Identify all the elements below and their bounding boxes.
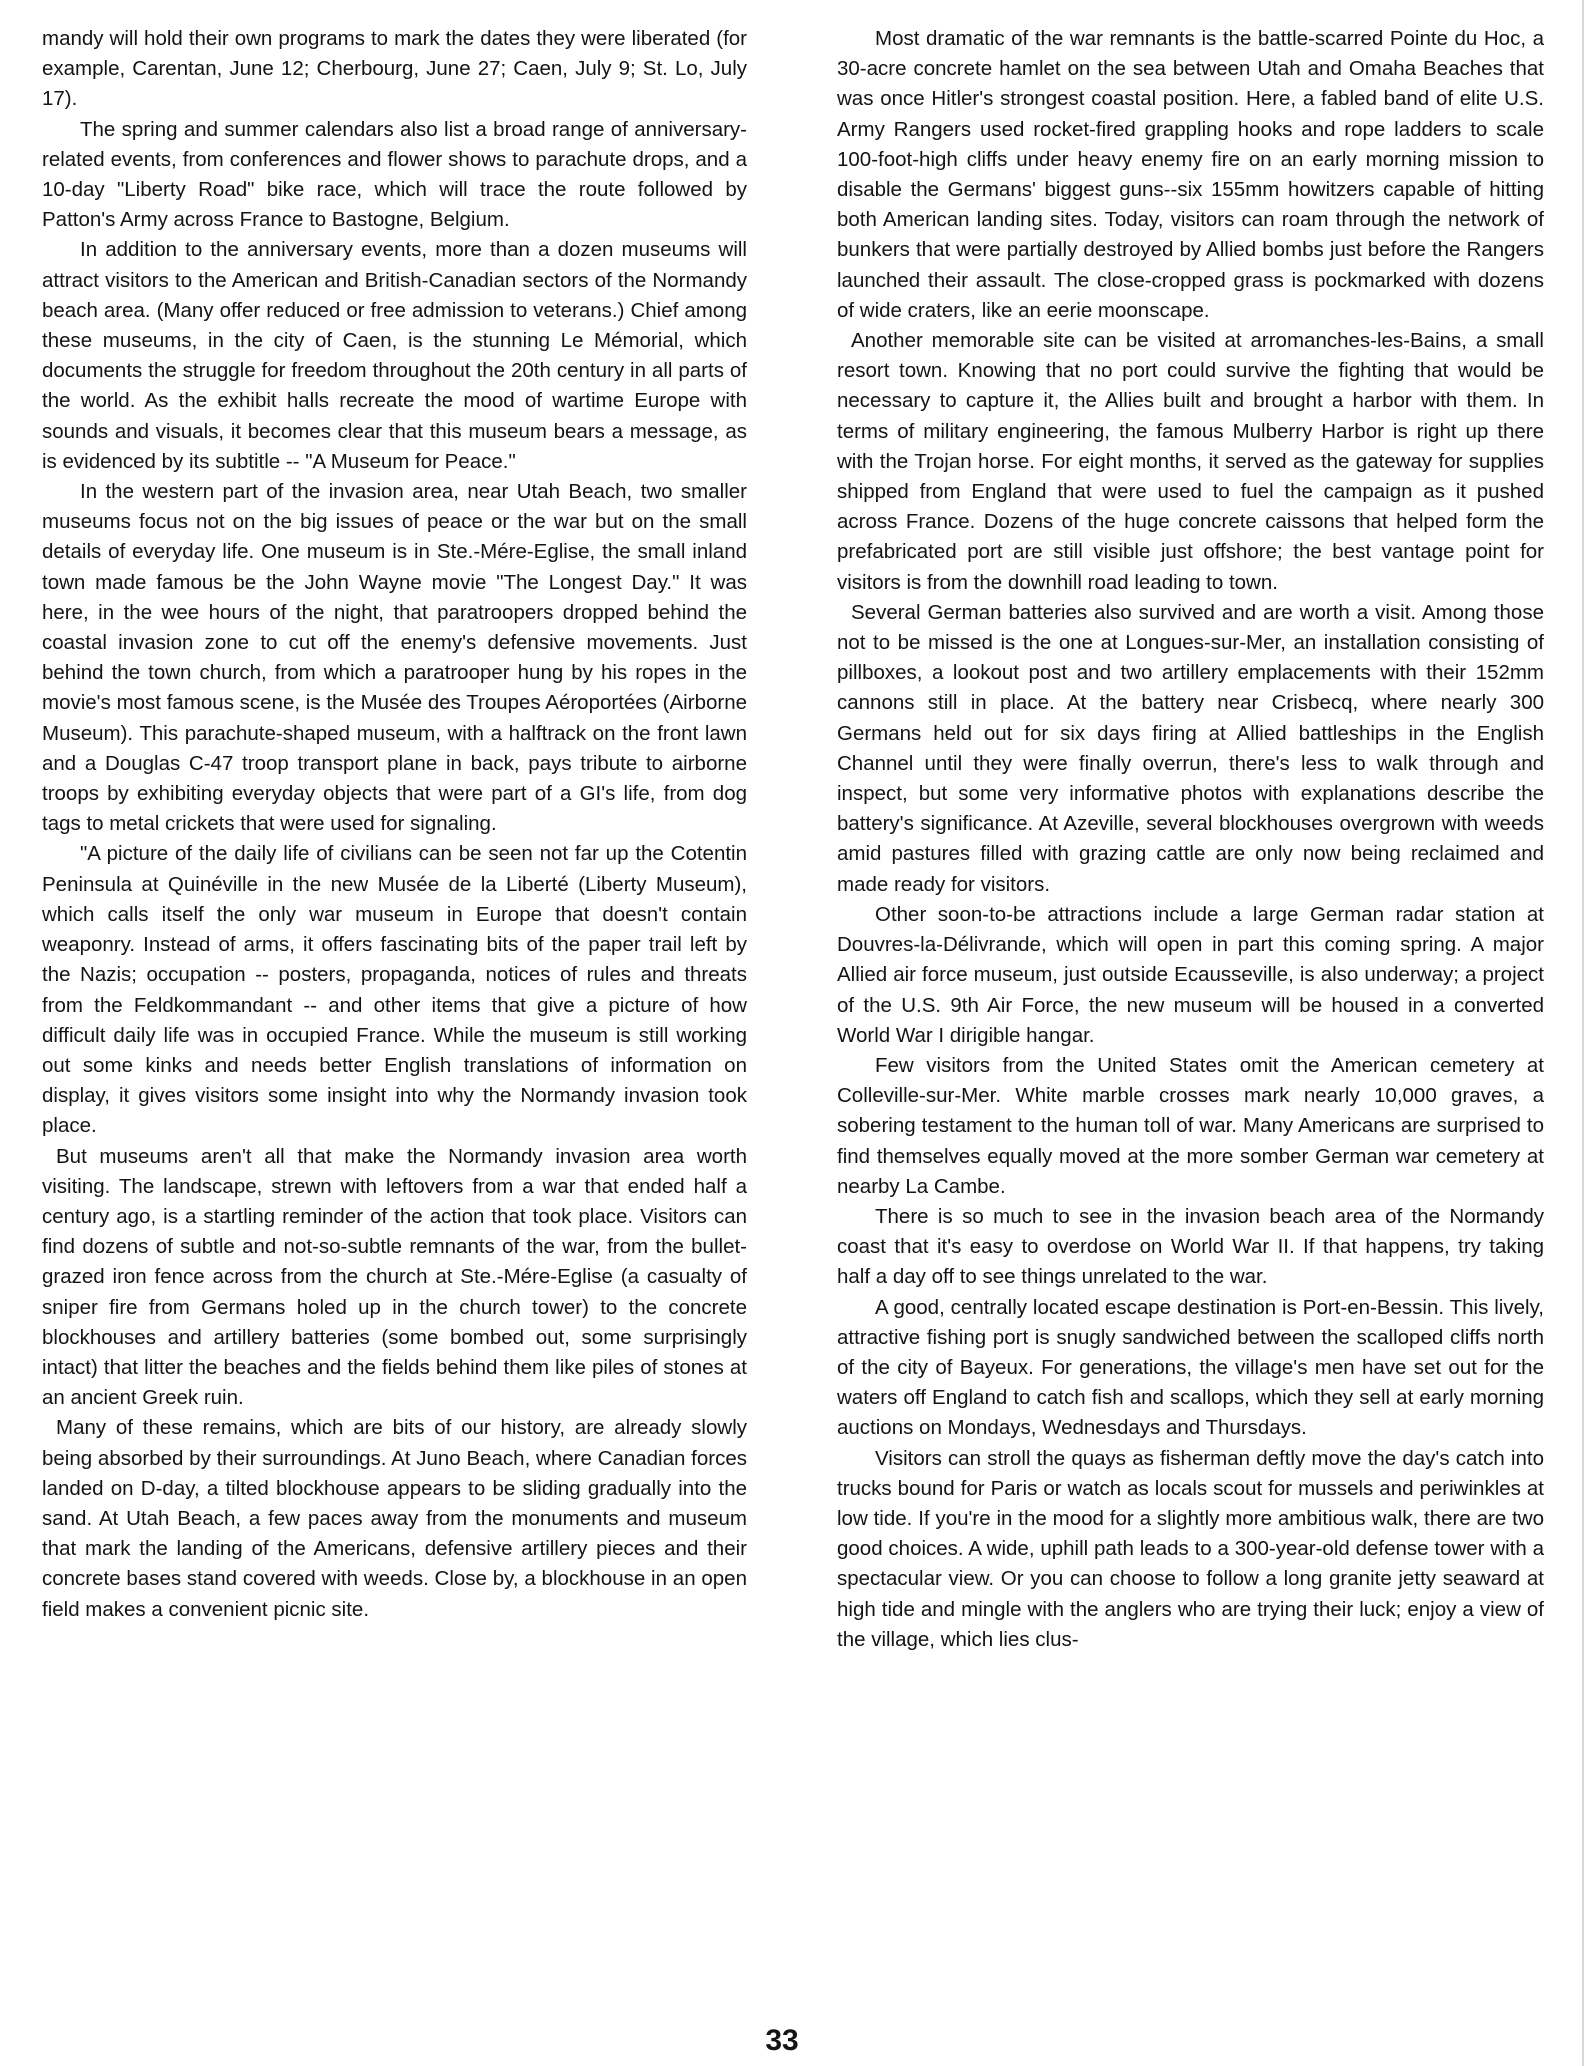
paragraph: "A picture of the daily life of civilians can be seen not far up the Cotentin Peninsula at Quinéville in the new Musée de la Liberté (Liberty Museum), which calls itself the only war museum in Europe that doesn't contain weaponry. Instead of arms, it offers fascinating bits of the paper trail left by the Nazis; occupation -- posters, propaganda, notices of rules and threats from the Feldkommandant -- and other items that give a picture of how difficult daily life was in occupied France. While the museum is still working out some kinks and needs better English translations of information on display, it gives visitors some insight into why the Normandy invasion took place. <box>42 842 747 1138</box>
paragraph: In addition to the anniversary events, more than a dozen museums will attract visitors to the American and British-Canadian sectors of the Normandy beach area. (Many offer reduced or free admission to veterans.) Chief among these museums, in the city of Caen, is the stunning Le Mémorial, which documents the struggle for freedom throughout the 20th century in all parts of the world. As the exhibit halls recreate the mood of wartime Europe with sounds and visuals, it becomes clear that this museum bears a message, as is evidenced by its subtitle -- "A Museum for Peace." <box>42 238 747 473</box>
paragraph: Most dramatic of the war remnants is the battle-scarred Pointe du Hoc, a 30-acre concrete hamlet on the sea between Utah and Omaha Beaches that was once Hitler's strongest coastal position. Here, a fabled band of elite U.S. Army Rangers used rocket-fired grappling hooks and rope ladders to scale 100-foot-high cliffs under heavy enemy fire on an early morning mission to disable the Germans' biggest guns--six 155mm howitzers capable of hitting both American landing sites. Today, visitors can roam through the network of bunkers that were partially destroyed by Allied bombs just before the Rangers launched their assault. The close-cropped grass is pockmarked with dozens of wide craters, like an eerie moonscape. <box>837 27 1544 322</box>
right-text-column <box>837 24 1544 1655</box>
paragraph: Other soon-to-be attractions include a large German radar station at Douvres-la-Délivrande, which will open in part this coming spring. A major Allied air force museum, just outside Ecausseville, is also underway; a project of the U.S. 9th Air Force, the new museum will be housed in a converted World War I dirigible hangar. <box>837 902 1544 1047</box>
paragraph: mandy will hold their own programs to mark the dates they were liberated (for example, Carentan, June 12; Cherbourg, June 27; Caen, July 9; St. Lo, July 17). <box>42 27 747 111</box>
paragraph: But museums aren't all that make the Normandy invasion area worth visiting. The landscape, strewn with leftovers from a war that ended half a century ago, is a startling reminder of the action that took place. Visitors can find dozens of subtle and not-so-subtle remnants of the war, from the bullet-grazed iron fence across from the church at Ste.-Mére-Eglise (a casualty of sniper fire from Germans holed up in the church tower) to the concrete blockhouses and artillery batteries (some bombed out, some surprisingly intact) that litter the beaches and the fields behind them like piles of stones at an ancient Greek ruin. <box>42 1144 747 1410</box>
paragraph: A good, centrally located escape destination is Port-en-Bessin. This lively, attractive fishing port is snugly sandwiched between the scalloped cliffs north of the city of Bayeux. For generations, the village's men have set out for the waters off England to catch fish and scallops, which they sell at early morning auctions on Mondays, Wednesdays and Thursdays. <box>837 1295 1544 1440</box>
paragraph: Several German batteries also survived and are worth a visit. Among those not to be missed is the one at Longues-sur-Mer, an installation consisting of pillboxes, a lookout post and two artillery emplacements with their 152mm cannons still in place. At the battery near Crisbecq, where nearly 300 Germans held out for six days firing at Allied battleships in the English Channel until they were finally overrun, there's less to walk through and inspect, but some very informative photos with explanations describe the battery's significance. At Azeville, several blockhouses overgrown with weeds amid pastures filled with grazing cattle are only now being reclaimed and made ready for visitors. <box>837 600 1544 896</box>
paragraph: Many of these remains, which are bits of our history, are already slowly being absorbed by their surroundings. At Juno Beach, where Canadian forces landed on D-day, a tilted blockhouse appears to be sliding gradually into the sand. At Utah Beach, a few paces away from the monuments and museum that mark the landing of the Americans, defensive artillery pieces and their concrete bases stand covered with weeds. Close by, a blockhouse in an open field makes a convenient picnic site. <box>42 1416 747 1621</box>
paragraph: Visitors can stroll the quays as fisherman deftly move the day's catch into trucks bound for Paris or watch as locals scout for mussels and periwinkles at low tide. If you're in the mood for a slightly more ambitious walk, there are two good choices. A wide, uphill path leads to a 300-year-old defense tower with a spectacular view. Or you can choose to follow a long granite jetty seaward at high tide and mingle with the anglers who are trying their luck; enjoy a view of the village, which lies clus- <box>837 1446 1544 1651</box>
paragraph: Another memorable site can be visited at arromanches-les-Bains, a small resort town. Knowing that no port could survive the fighting that would be necessary to capture it, the Allies built and brought a harbor with them. In terms of military engineering, the famous Mulberry Harbor is right up there with the Trojan horse. For eight months, it served as the gateway for supplies shipped from England that were used to fuel the campaign as it pushed across France. Dozens of the huge concrete caissons that helped form the prefabricated port are still visible just offshore; the best vantage point for visitors is from the downhill road leading to town. <box>837 329 1544 594</box>
paragraph: In the western part of the invasion area, near Utah Beach, two smaller museums focus not on the big issues of peace or the war but on the small details of everyday life. One museum is in Ste.-Mére-Eglise, the small inland town made famous be the John Wayne movie "The Longest Day." It was here, in the wee hours of the night, that paratroopers dropped behind the coastal invasion zone to cut off the enemy's defensive movements. Just behind the town church, from which a paratrooper hung by his ropes in the movie's most famous scene, is the Musée des Troupes Aéroportées (Airborne Museum). This parachute-shaped museum, with a halftrack on the front lawn and a Douglas C-47 troop transport plane in back, pays tribute to airborne troops by exhibiting everyday objects that were part of a GI's life, from dog tags to metal crickets that were used for signaling. <box>42 480 747 836</box>
page-number: 33 <box>765 2024 799 2057</box>
paragraph: Few visitors from the United States omit the American cemetery at Colleville-sur-Mer. White marble crosses mark nearly 10,000 graves, a sobering testament to the human toll of war. Many Americans are surprised to find themselves equally moved at the more somber German war cemetery at nearby La Cambe. <box>837 1053 1544 1198</box>
paragraph: The spring and summer calendars also list a broad range of anniversary-related events, from conferences and flower shows to parachute drops, and a 10-day "Liberty Road" bike race, which will trace the route followed by Patton's Army across France to Bastogne, Belgium. <box>42 117 747 232</box>
paragraph: There is so much to see in the invasion beach area of the Normandy coast that it's easy to overdose on World War II. If that happens, try taking half a day off to see things unrelated to the war. <box>837 1204 1544 1289</box>
left-text-column <box>42 24 747 1625</box>
